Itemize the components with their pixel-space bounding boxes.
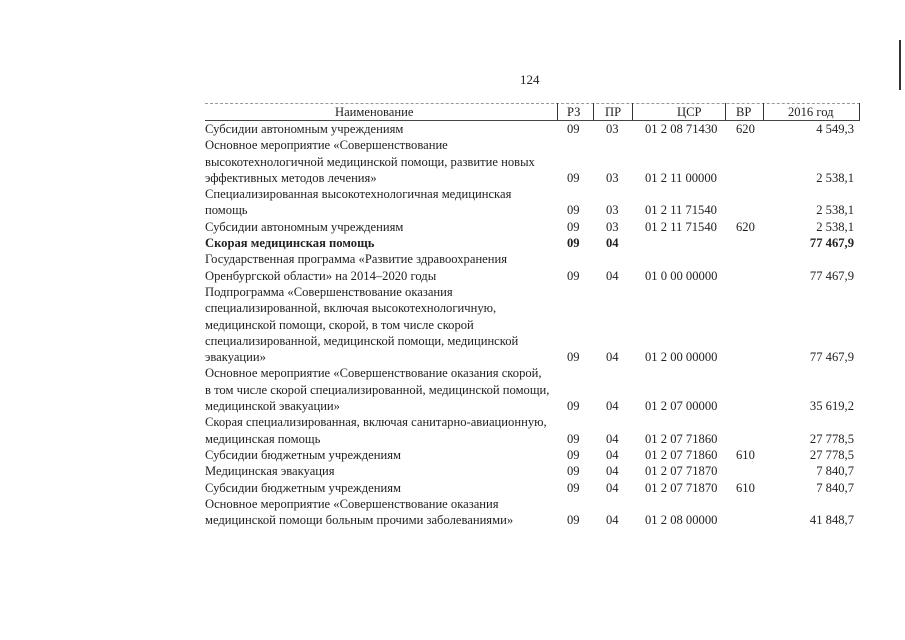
row-sum: 2 538,1 (816, 170, 854, 185)
row-csr: 01 2 11 71540 (645, 219, 717, 234)
row-pr: 04 (606, 513, 619, 528)
page-number: 124 (520, 72, 540, 87)
table-row (205, 447, 860, 463)
table-row (205, 219, 860, 235)
row-pr: 03 (606, 170, 619, 185)
row-sum: 27 778,5 (809, 447, 854, 462)
row-sum: 2 538,1 (816, 219, 854, 234)
row-csr: 01 2 07 71870 (645, 464, 718, 479)
table-body (205, 121, 860, 528)
row-sum: 77 467,9 (809, 268, 854, 283)
row-name: Основное мероприятие «Совершенствование оказания медицинской помощи больным прочими заболеваниями» (205, 496, 514, 528)
row-rz: 09 (567, 399, 580, 414)
table-row (205, 121, 860, 137)
row-sum: 77 467,9 (809, 236, 854, 251)
table-row (205, 365, 860, 414)
row-sum: 77 467,9 (809, 350, 854, 365)
table-row (205, 414, 860, 447)
row-csr: 01 2 07 71860 (645, 431, 718, 446)
table-header (205, 104, 860, 121)
row-sum: 35 619,2 (809, 399, 854, 414)
row-pr: 04 (606, 464, 619, 479)
row-sum: 41 848,7 (809, 513, 854, 528)
row-rz: 09 (567, 236, 580, 251)
row-rz: 09 (567, 350, 580, 365)
page-edge-mark (899, 40, 901, 90)
row-sum: 27 778,5 (809, 431, 854, 446)
row-rz: 09 (567, 122, 580, 136)
table-row (205, 251, 860, 284)
header-pr: ПР (605, 105, 622, 119)
row-name: Специализированная высокотехнологичная медицинская помощь (205, 187, 512, 218)
row-rz: 09 (567, 170, 580, 185)
row-csr: 01 2 00 00000 (645, 350, 718, 365)
row-rz: 09 (567, 268, 580, 283)
header-divider (725, 103, 726, 120)
row-rz: 09 (567, 219, 580, 234)
row-csr: 01 0 00 00000 (645, 268, 718, 283)
header-top-rule (205, 103, 860, 104)
row-pr: 04 (606, 431, 619, 446)
row-name: Подпрограмма «Совершенствование оказания специализированной, включая высокотехнологичную, медицинской помощи, скорой, в том числе скорой специализированной, медицинской помощи, медицинской эвакуации» (205, 284, 519, 365)
header-divider (763, 103, 764, 120)
row-vr: 610 (736, 480, 755, 495)
row-csr: 01 2 11 71540 (645, 203, 717, 218)
row-name: Субсидии автономным учреждениям (205, 122, 404, 136)
row-name: Основное мероприятие «Совершенствование оказания скорой, в том числе скорой специализированной, медицинской помощи, медицинской эвакуации» (205, 366, 550, 414)
row-csr: 01 2 07 00000 (645, 399, 718, 414)
row-vr: 610 (736, 447, 755, 462)
header-rz: РЗ (567, 105, 581, 119)
row-rz: 09 (567, 431, 580, 446)
row-name: Субсидии бюджетным учреждениям (205, 447, 401, 462)
row-name: Государственная программа «Развитие здравоохранения Оренбургской области» на 2014–2020 годы (205, 252, 508, 283)
row-name: Субсидии автономным учреждениям (205, 219, 404, 234)
table-row (205, 496, 860, 529)
budget-table (205, 104, 860, 528)
row-sum: 2 538,1 (816, 203, 854, 218)
row-sum: 7 840,7 (816, 464, 854, 479)
row-pr: 04 (606, 268, 619, 283)
row-sum: 7 840,7 (816, 480, 854, 495)
row-vr: 620 (736, 219, 755, 234)
row-rz: 09 (567, 480, 580, 495)
header-divider (557, 103, 558, 120)
row-name: Медицинская эвакуация (205, 464, 335, 479)
header-sum: 2016 год (788, 105, 834, 119)
row-vr: 620 (736, 122, 755, 136)
row-csr: 01 2 07 71860 (645, 447, 718, 462)
header-csr: ЦСР (677, 105, 702, 119)
row-csr: 01 2 08 00000 (645, 513, 718, 528)
row-csr: 01 2 08 71430 (645, 122, 718, 136)
row-name: Основное мероприятие «Совершенствование высокотехнологичной медицинской помощи, развитие новых эффективных методов лечения» (205, 138, 535, 185)
table-row (205, 186, 860, 219)
row-name: Субсидии бюджетным учреждениям (205, 480, 401, 495)
row-pr: 04 (606, 480, 619, 495)
row-rz: 09 (567, 513, 580, 528)
header-divider (593, 103, 594, 120)
row-pr: 04 (606, 350, 619, 365)
header-divider (632, 103, 633, 120)
row-pr: 04 (606, 399, 619, 414)
row-rz: 09 (567, 464, 580, 479)
row-name: Скорая специализированная, включая санитарно-авиационную, медицинская помощь (205, 415, 547, 446)
row-pr: 03 (606, 203, 619, 218)
header-divider (859, 103, 860, 120)
row-rz: 09 (567, 203, 580, 218)
row-csr: 01 2 07 71870 (645, 480, 718, 495)
table-row (205, 235, 860, 251)
row-pr: 04 (606, 447, 619, 462)
row-csr: 01 2 11 00000 (645, 170, 717, 185)
row-pr: 03 (606, 219, 619, 234)
row-rz: 09 (567, 447, 580, 462)
table-row (205, 480, 860, 496)
row-name: Скорая медицинская помощь (205, 236, 375, 251)
table-row (205, 137, 860, 186)
header-vr: ВР (736, 105, 752, 119)
header-name: Наименование (335, 105, 414, 119)
table-row (205, 463, 860, 479)
row-pr: 03 (606, 122, 619, 136)
row-sum: 4 549,3 (816, 122, 854, 136)
row-pr: 04 (606, 236, 619, 251)
table-row (205, 284, 860, 365)
